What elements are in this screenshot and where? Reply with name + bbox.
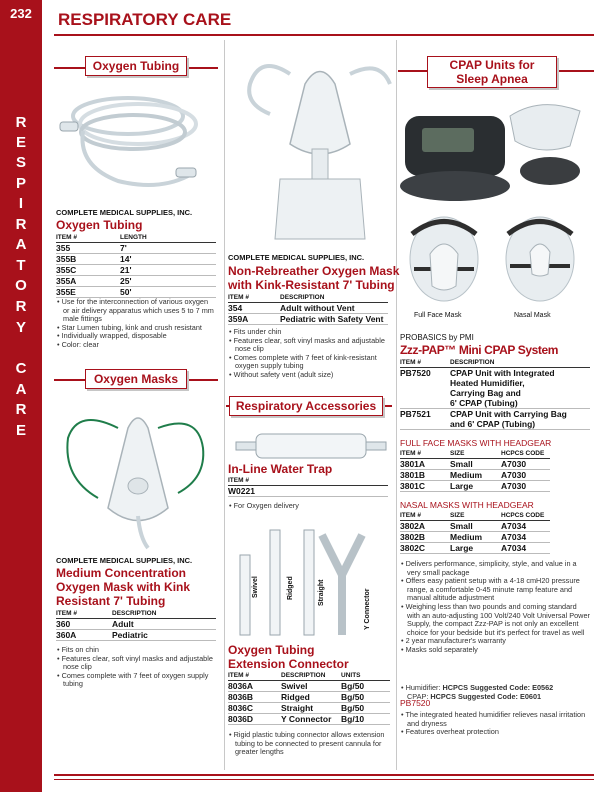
table-row (400, 543, 550, 554)
table-row (400, 481, 550, 492)
table-cell: 8036C (228, 703, 254, 713)
sidebar-letter: S (15, 154, 26, 171)
table-row (400, 470, 550, 481)
table-cell: 359A (228, 314, 249, 324)
cpap-unit-image (400, 96, 590, 206)
table-cell: Large (450, 481, 474, 491)
bullet-item: • Features clear, soft vinyl masks and adjustable nose clip (228, 337, 390, 354)
tubing-title: Oxygen Tubing (56, 218, 143, 232)
table-row (400, 459, 550, 470)
bullet-item: • Star Lumen tubing, kink and crush resistant (56, 324, 216, 333)
bullet-item: • 2 year manufacturer's warranty (400, 637, 590, 646)
swivel-label: Swivel (252, 576, 259, 598)
nasal-table (400, 512, 550, 554)
table-row (400, 532, 550, 543)
mask-title: Medium Concentration Oxygen Mask with Kink Resistant 7' Tubing (56, 566, 191, 608)
table-header: ITEM # (228, 477, 388, 486)
section-title: RESPIRATORY CARE (58, 10, 232, 29)
oxygen-tubing-image (58, 86, 218, 196)
table-cell: PB7521 (400, 409, 431, 419)
bullet-item: • Rigid plastic tubing connector allows extension tubing to be connected to present cannula for greater lengths (228, 731, 390, 757)
nrb-title: Non-Rebreather Oxygen Mask with Kink-Resistant 7' Tubing (228, 264, 400, 292)
cpap-units-table (400, 359, 590, 430)
mask-table (56, 610, 216, 641)
table-cell (450, 409, 567, 429)
sidebar-letter: R (15, 216, 27, 233)
table-cell: A7030 (501, 470, 527, 480)
bullet-item: • Masks sold separately (400, 646, 590, 655)
table-header: ITEM # DESCRIPTION (56, 610, 216, 619)
tubing-brand: COMPLETE MEDICAL SUPPLIES, INC. (56, 208, 193, 217)
bottom-rule (54, 774, 594, 776)
table-header: ITEM # SIZE HCPCS CODE (400, 512, 550, 521)
table-row (228, 714, 390, 725)
sidebar-letter: A (15, 236, 27, 253)
desc-line: Carrying Bag and (450, 388, 521, 398)
nasal-caption: Nasal Mask (514, 312, 551, 319)
bottom-rule-thin (54, 779, 594, 780)
table-cell: 8036D (228, 714, 254, 724)
bullet-item: • Comes complete with 7 feet of kink-resistant oxygen supply tubing (228, 354, 390, 371)
bullet-item: • Features clear, soft vinyl masks and adjustable nose clip (56, 655, 216, 672)
bullet-item: • Without safety vent (adult size) (228, 371, 390, 380)
table-row (56, 619, 216, 630)
pb7520-bullets (400, 711, 590, 737)
bullet-item: • Individually wrapped, disposable (56, 332, 216, 341)
table-cell: Small (450, 521, 473, 531)
desc-line: 6' CPAP (Tubing) (450, 398, 518, 408)
tubing-table (56, 234, 216, 298)
sidebar-letter: I (18, 195, 24, 212)
table-cell: Bg/50 (341, 681, 365, 691)
table-row (228, 303, 388, 314)
hcpcs-codes: • Humidifier: HCPCS Suggested Code: E0562 CPAP: HCPCS Suggested Code: E0601 (400, 684, 590, 701)
tubing-bullets (56, 298, 216, 350)
full-face-mask-image (400, 214, 488, 304)
table-cell: Large (450, 543, 474, 553)
respiratory-accessories-header: Respiratory Accessories (229, 396, 383, 416)
table-cell: 3801C (400, 481, 426, 491)
water-trap-image (236, 428, 386, 464)
table-cell: PB7520 (400, 368, 431, 378)
table-row (228, 703, 390, 714)
oxygen-mask-image (58, 398, 218, 548)
table-cell: 25' (120, 276, 132, 286)
table-cell: A7034 (501, 532, 527, 542)
table-cell: Bg/50 (341, 703, 365, 713)
table-row (56, 254, 216, 265)
full-face-table (400, 450, 550, 492)
oxygen-tubing-header: Oxygen Tubing (85, 56, 187, 76)
bullet-item: • Color: clear (56, 341, 216, 350)
table-row (56, 630, 216, 641)
table-cell: 21' (120, 265, 132, 275)
table-row (228, 692, 390, 703)
cpap-bullets (400, 560, 590, 655)
mask-bullets (56, 646, 216, 689)
sidebar-letter: E (15, 422, 26, 439)
water-trap-title: In-Line Water Trap (228, 462, 333, 476)
table-cell: Medium (450, 470, 483, 480)
sidebar-letter: E (15, 134, 26, 151)
table-cell: 354 (228, 303, 243, 313)
table-cell: 8036B (228, 692, 254, 702)
sidebar-letter: R (15, 401, 27, 418)
full-face-section-title: FULL FACE MASKS WITH HEADGEAR (400, 438, 552, 448)
table-cell: Bg/10 (341, 714, 365, 724)
desc-line: and 6' CPAP (Tubing) (450, 419, 536, 429)
table-cell: Pediatric (112, 630, 148, 640)
water-trap-table (228, 477, 388, 497)
table-cell (450, 368, 555, 408)
table-cell: 355B (56, 254, 77, 264)
column-divider-1 (224, 40, 225, 770)
cpap-brand: PROBASICS by PMI (400, 333, 474, 342)
nrb-brand: COMPLETE MEDICAL SUPPLIES, INC. (228, 253, 365, 262)
sidebar-letter: A (15, 381, 27, 398)
table-row (56, 276, 216, 287)
table-cell: 14' (120, 254, 132, 264)
table-cell: Medium (450, 532, 483, 542)
ridged-label: Ridged (287, 576, 294, 600)
sidebar-letter: R (15, 114, 27, 131)
table-header: ITEM # DESCRIPTION (400, 359, 590, 368)
oxygen-masks-header: Oxygen Masks (85, 369, 187, 389)
table-cell: Bg/50 (341, 692, 365, 702)
table-cell: 360 (56, 619, 71, 629)
table-cell: 3802C (400, 543, 426, 553)
sidebar-letter: P (15, 175, 26, 192)
desc-line: CPAP Unit with Integrated (450, 368, 555, 378)
cpap-title: Zzz-PAP™ Mini CPAP System (400, 343, 559, 357)
table-header: ITEM # SIZE HCPCS CODE (400, 450, 550, 459)
table-cell: 7' (120, 243, 127, 253)
table-cell: Adult (112, 619, 134, 629)
sidebar-letter: Y (15, 319, 26, 336)
water-trap-bullets (228, 502, 388, 511)
table-cell: 3802A (400, 521, 426, 531)
bullet-item: • Fits on chin (56, 646, 216, 655)
table-cell: Ridged (281, 692, 310, 702)
table-cell: A7034 (501, 543, 527, 553)
table-cell: Adult without Vent (280, 303, 355, 313)
full-face-caption: Full Face Mask (414, 312, 462, 319)
table-row (400, 409, 590, 430)
pb7520-section-title: PB7520 (400, 698, 431, 708)
nasal-section-title: NASAL MASKS WITH HEADGEAR (400, 500, 534, 510)
table-cell: 360A (56, 630, 77, 640)
bullet-item: • Offers easy patient setup with a 4-18 cmH20 pressure range, a comfortable 0-45 minute ramp feature and manual altitude adjustment (400, 577, 590, 603)
bullet-item: • Use for the interconnection of various oxygen or air delivery apparatus which uses 5 to 7 mm male fittings (56, 298, 216, 324)
desc-line: CPAP Unit with Carrying Bag (450, 409, 567, 419)
table-cell: A7034 (501, 521, 527, 531)
table-cell: A7030 (501, 459, 527, 469)
extension-bullets (228, 731, 390, 757)
bullet-item: • Comes complete with 7 feet of oxygen supply tubing (56, 672, 216, 689)
table-cell: Y Connector (281, 714, 332, 724)
nasal-mask-image (496, 214, 584, 304)
table-cell: 3801B (400, 470, 426, 480)
bullet-item: • Features overheat protection (400, 728, 590, 737)
table-cell: 355E (56, 287, 76, 297)
page-number: 232 (10, 6, 32, 21)
table-cell: Straight (281, 703, 314, 713)
table-cell: 3802B (400, 532, 426, 542)
sidebar-letter: R (15, 298, 27, 315)
table-header: ITEM # DESCRIPTION (228, 294, 388, 303)
desc-line: Heated Humidifier, (450, 378, 525, 388)
extension-connector-title: Oxygen Tubing Extension Connector (228, 643, 349, 671)
table-cell: 355C (56, 265, 77, 275)
non-rebreather-mask-image (240, 54, 400, 244)
table-cell: 8036A (228, 681, 254, 691)
table-cell: Small (450, 459, 473, 469)
bullet-item: • For Oxygen delivery (228, 502, 388, 511)
nrb-bullets (228, 328, 390, 380)
sidebar-letter: O (15, 277, 27, 294)
table-cell: 355A (56, 276, 77, 286)
table-row: W0221 (228, 486, 388, 497)
table-cell: Swivel (281, 681, 308, 691)
table-row (56, 265, 216, 276)
table-row (400, 521, 550, 532)
table-row (228, 681, 390, 692)
table-cell: Pediatric with Safety Vent (280, 314, 384, 324)
table-row (400, 368, 590, 409)
mask-brand: COMPLETE MEDICAL SUPPLIES, INC. (56, 556, 193, 565)
table-cell: 50' (120, 287, 132, 297)
table-cell: A7030 (501, 481, 527, 491)
table-row (56, 243, 216, 254)
nrb-table (228, 294, 388, 325)
bullet-item: • The integrated heated humidifier relieves nasal irritation and dryness (400, 711, 590, 728)
sidebar-letter: C (15, 360, 27, 377)
table-header: ITEM # DESCRIPTION UNITS (228, 672, 390, 681)
table-header: ITEM # LENGTH (56, 234, 216, 243)
cpap-header: CPAP Units for Sleep Apnea (427, 56, 557, 88)
table-cell: 3801A (400, 459, 426, 469)
bullet-item: • Delivers performance, simplicity, style, and value in a very small package (400, 560, 590, 577)
top-rule (54, 34, 594, 36)
straight-label: Straight (318, 579, 325, 606)
y-connector-label: Y Connector (364, 588, 371, 630)
table-cell: 355 (56, 243, 71, 253)
bullet-item: • Fits under chin (228, 328, 390, 337)
bullet-item: • Weighing less than two pounds and coming standard with an auto-adjusting 100 Volt/240 Volt Universal Power Supply, the compact Zzz-PAP is not only an excellent choice for your bedside but it's perfect for travel as well (400, 603, 590, 637)
table-row (228, 314, 388, 325)
extension-table (228, 672, 390, 725)
sidebar-letter: T (16, 257, 26, 274)
